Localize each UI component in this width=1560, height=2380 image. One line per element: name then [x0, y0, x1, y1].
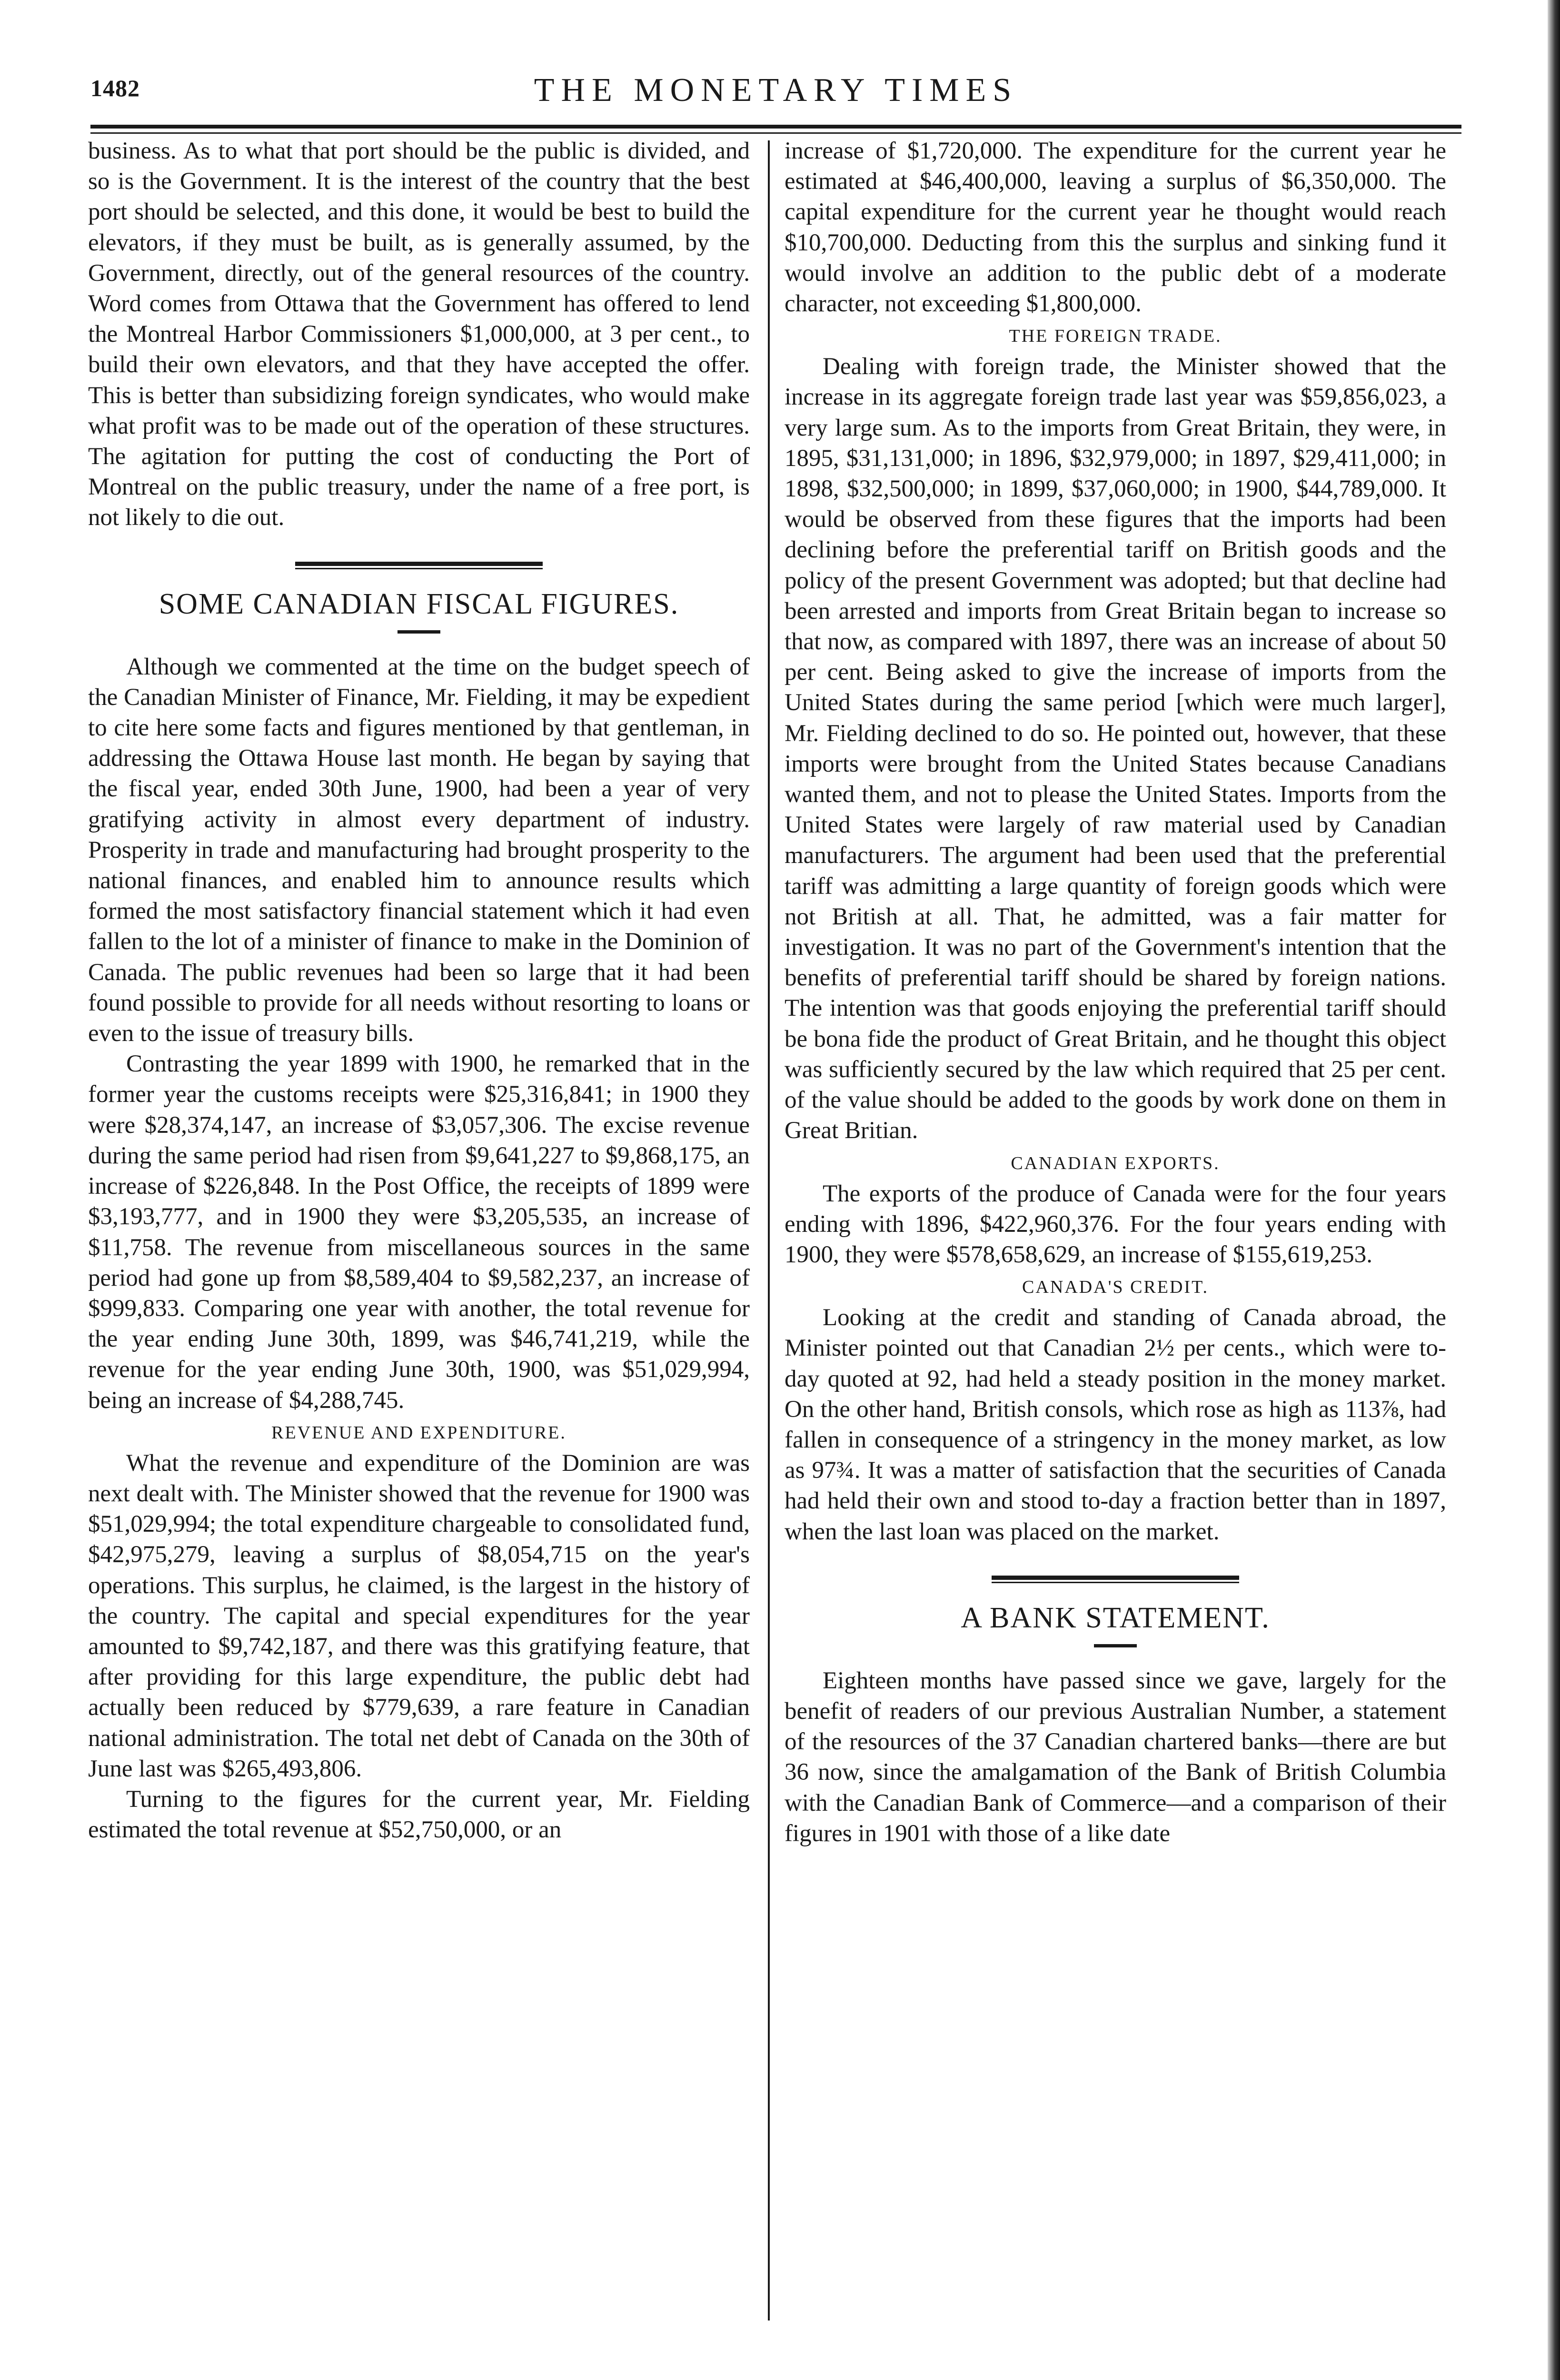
- subheading-canadian-exports: CANADIAN EXPORTS.: [1011, 1153, 1220, 1173]
- section-title-fiscal-figures: SOME CANADIAN FISCAL FIGURES.: [159, 587, 679, 620]
- section-title-bank-statement: A BANK STATEMENT.: [961, 1601, 1270, 1634]
- paragraph: Although we commented at the time on the budget speech of the Canadian Minister of Finance, Mr. Fielding, it may be expedient to cite here some facts and figures mentioned by that gentleman, in addressing the Ottawa House last month. He began by saying that the fiscal year, ended 30th June, 1900, had been a year of very gratifying activity in almost every department of industry. Prosperity in trade and manufacturing had brought prosperity to the national finances, and enabled him to announce results which formed the most satisfactory financial statement which it had even fallen to the lot of a minister of finance to make in the Dominion of Canada. The public revenues had been so large that it had been found possible to provide for all needs without resorting to loans or even to the issue of treasury bills.: [88, 653, 750, 1047]
- paragraph: The exports of the produce of Canada were for the four years ending with 1896, $422,960,376. For the four years ending with 1900, they were $578,658,629, an increase of $155,619,253.: [785, 1180, 1446, 1268]
- running-title: THE MONETARY TIMES: [534, 72, 1018, 109]
- header-rule-thin: [90, 132, 1461, 134]
- paragraph: What the revenue and expenditure of the Dominion are was next dealt with. The Minister showed that the revenue for 1900 was $51,029,994; the total expenditure chargeable to consolidated fund, $42,975,279, leaving a surplus of $8,054,715 on the year's operations. This surplus, he claimed, is the largest in the history of the country. The capital and special expenditures for the year amounted to $9,742,187, and there was this gratifying feature, that after providing for this large expenditure, the public debt had actually been reduced by $779,639, a rare feature in Canadian national administration. The total net debt of Canada on the 30th of June last was $265,493,806.: [88, 1449, 750, 1782]
- decorative-rule: [992, 1576, 1239, 1583]
- paragraph-intro: business. As to what that port should be the public is divided, and so is the Government. It is the interest of the country that the best port should be selected, and this done, it would be best to build the elevators, if they must be built, as is generally assumed, by the Government, directly, out of the general resources of the country. Word comes from Ottawa that the Government has offered to lend the Montreal Harbor Commissioners $1,000,000, at 3 per cent., to build their own elevators, and that they have accepted the offer. This is better than subsidizing foreign syndicates, who would make what profit was to be made out of the operation of these structures. The agitation for putting the cost of conducting the Port of Montreal on the public treasury, under the name of a free port, is not likely to die out.: [88, 138, 750, 531]
- subheading-foreign-trade: THE FOREIGN TRADE.: [1009, 326, 1222, 347]
- decorative-rule: [295, 562, 543, 569]
- page-header: [90, 71, 1461, 114]
- paragraph: Eighteen months have passed since we gave, largely for the benefit of readers of our previous Australian Number, a statement of the resources of the 37 Canadian chartered banks—there are but 36 now, since the amalgamation of the Bank of British Columbia with the Canadian Bank of Commerce—and a comparison of their figures in 1901 with those of a like date: [785, 1667, 1446, 1847]
- section-header-bank: [785, 1576, 1446, 1647]
- left-column: [88, 136, 750, 2325]
- paragraph: Contrasting the year 1899 with 1900, he remarked that in the former year the customs receipts were $25,316,841; in 1900 they were $28,374,147, an increase of $3,057,306. The excise revenue during the same period had risen from $9,641,227 to $9,868,175, an increase of $226,848. In the Post Office, the receipts of 1899 were $3,193,777, and in 1900 they were $3,205,535, an increase of $11,758. The revenue from miscellaneous sources in the same period had gone up from $8,589,404 to $9,582,237, an increase of $999,833. Comparing one year with another, the total revenue for the year ending June 30th, 1899, was $46,741,219, while the revenue for the year ending June 30th, 1900, was $51,029,994, being an increase of $4,288,745.: [88, 1051, 750, 1414]
- section-header-fiscal: [88, 562, 750, 634]
- paragraph: Dealing with foreign trade, the Minister showed that the increase in its aggregate foreign trade last year was $59,856,023, a very large sum. As to the imports from Great Britain, they were, in 1895, $31,131,000; in 1896, $32,979,000; in 1897, $29,411,000; in 1898, $32,500,000; in 1899, $37,060,000; in 1900, $44,789,000. It would be observed from these figures that the imports had been declining before the preferential tariff on British goods and the policy of the present Government was adopted; but that decline had been arrested and imports from Great Britain began to increase so that now, as compared with 1897, there was an increase of about 50 per cent. Being asked to give the increase of imports from the United States during the same period [which were much larger], Mr. Fielding declined to do so. He pointed out, however, that these imports were brought from the United States because Canadians wanted them, and not to please the United States. Imports from the United States were largely of raw material used by Canadian manufacturers. The argument had been used that the preferential tariff was admitting a large quantity of foreign goods which were not British at all. That, he admitted, was a fair matter for investigation. It was no part of the Government's intention that the benefits of preferential tariff should be shared by foreign nations. The intention was that goods enjoying the preferential tariff should be bona fide the product of Great Britain, and he thought this object was sufficiently secured by the law which required that 25 per cent. of the value should be added to the goods by work done on them in Great Britian.: [785, 353, 1446, 1144]
- header-rule-thick: [90, 125, 1461, 129]
- short-rule: [397, 630, 440, 634]
- short-rule: [1094, 1644, 1137, 1647]
- subheading-revenue-expenditure: REVENUE AND EXPENDITURE.: [271, 1422, 566, 1443]
- page-number: 1482: [90, 75, 140, 101]
- page-edge: [1548, 0, 1560, 2380]
- paragraph: Turning to the figures for the current year, Mr. Fielding estimated the total revenue at $52,750,000, or an: [88, 1785, 750, 1844]
- column-divider: [768, 140, 770, 2320]
- subheading-canadas-credit: CANADA'S CREDIT.: [1022, 1277, 1209, 1298]
- paragraph: Looking at the credit and standing of Canada abroad, the Minister pointed out that Canadian 2½ per cents., which were to-day quoted at 92, had held a steady position in the money market. On the other hand, British consols, which rose as high as 113⅞, had fallen in consequence of a stringency in the money market, as low as 97¾. It was a matter of satisfaction that the securities of Canada had held their own and stood to-day a fraction better than in 1897, when the last loan was placed on the market.: [785, 1304, 1446, 1545]
- paragraph: increase of $1,720,000. The expenditure for the current year he estimated at $46,400,000, leaving a surplus of $6,350,000. The capital expenditure for the current year he thought would reach $10,700,000. Deducting from this the surplus and sinking fund it would involve an addition to the public debt of a moderate character, not exceeding $1,800,000.: [785, 138, 1446, 317]
- right-column: [785, 136, 1446, 2325]
